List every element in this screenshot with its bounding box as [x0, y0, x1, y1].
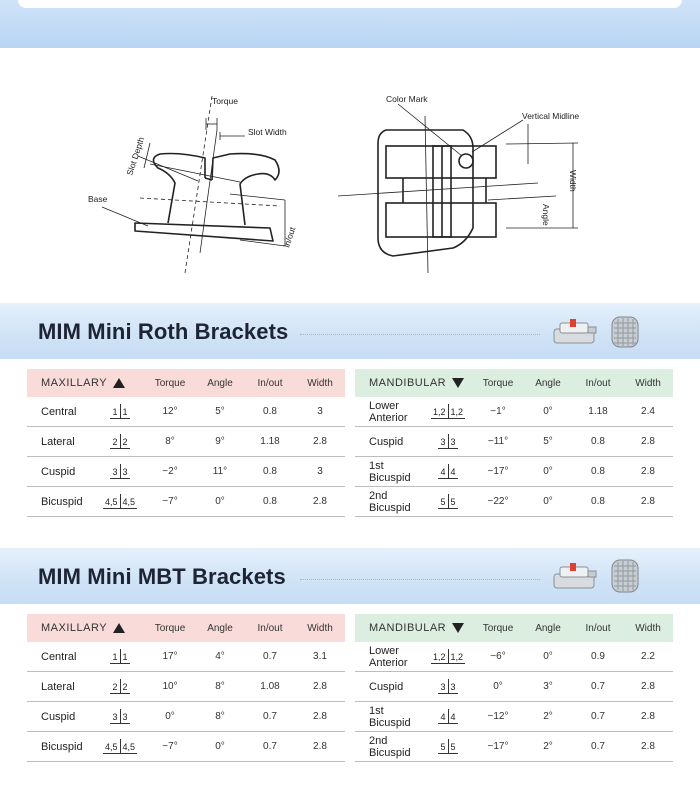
tooth-right: 1 — [122, 406, 128, 417]
width-value: 2.8 — [641, 466, 655, 477]
torque-value: 0° — [165, 711, 175, 722]
inout-value: 0.8 — [263, 406, 277, 417]
tooth-right: 3 — [122, 466, 128, 477]
tooth-notation — [95, 435, 145, 449]
table-row — [27, 732, 345, 762]
width-value: 2.8 — [641, 436, 655, 447]
tooth-name: 2nd Bicuspid — [369, 734, 411, 759]
angle-value: 0° — [543, 466, 553, 477]
roth-maxillary-table — [27, 369, 345, 517]
col-width: Width — [635, 377, 661, 389]
dotted-divider — [300, 334, 540, 335]
tooth-name: Lower Anterior — [369, 399, 408, 424]
jaw-label: MANDIBULAR — [369, 377, 447, 389]
label-slot-width: Slot Width — [248, 127, 287, 137]
table-row — [355, 672, 673, 702]
col-torque: Torque — [482, 377, 514, 389]
torque-value: −11° — [487, 436, 509, 447]
table-row — [355, 702, 673, 732]
bracket-profile-diagram — [80, 88, 320, 283]
table-header — [27, 614, 345, 642]
inout-value: 0.8 — [263, 496, 277, 507]
section-header-mbt — [0, 548, 700, 604]
tooth-name: Cuspid — [369, 435, 404, 448]
table-header — [355, 369, 673, 397]
col-torque: Torque — [154, 622, 186, 634]
col-angle: Angle — [535, 622, 561, 634]
tooth-notation — [423, 495, 473, 509]
torque-value: −17° — [487, 466, 509, 477]
angle-value: 0° — [215, 496, 225, 507]
width-value: 2.4 — [641, 406, 655, 417]
tooth-left: 1 — [112, 406, 118, 417]
tooth-notation — [423, 650, 473, 664]
tooth-left: 5 — [440, 496, 446, 507]
table-header — [355, 614, 673, 642]
width-value: 2.8 — [641, 741, 655, 752]
tooth-right: 4 — [450, 466, 456, 477]
tooth-notation — [95, 465, 145, 479]
table-row — [27, 672, 345, 702]
width-value: 2.8 — [313, 741, 327, 752]
label-torque: Torque — [212, 96, 238, 106]
tooth-right: 3 — [450, 681, 456, 692]
tooth-left: 4,5 — [104, 496, 118, 507]
tooth-right: 3 — [122, 711, 128, 722]
tooth-notation — [95, 650, 145, 664]
label-angle: Angle — [541, 204, 551, 226]
label-vertical-midline: Vertical Midline — [522, 111, 580, 121]
torque-value: −12° — [487, 711, 509, 722]
tooth-name: Cuspid — [369, 680, 404, 693]
tooth-name: Lateral — [41, 680, 75, 693]
col-angle: Angle — [207, 622, 233, 634]
inout-value: 0.8 — [591, 466, 605, 477]
label-in-out: in/out — [281, 225, 298, 249]
tooth-right: 4 — [450, 711, 456, 722]
tooth-notation — [423, 435, 473, 449]
width-value: 2.8 — [641, 711, 655, 722]
tooth-left: 5 — [440, 741, 446, 752]
width-value: 2.8 — [641, 681, 655, 692]
tooth-left: 3 — [440, 436, 446, 447]
angle-value: 2° — [543, 741, 553, 752]
section-header-roth — [0, 303, 700, 359]
angle-value: 0° — [543, 406, 553, 417]
inout-value: 0.7 — [591, 741, 605, 752]
table-row — [355, 457, 673, 487]
jaw-label: MAXILLARY — [41, 377, 108, 389]
inout-value: 0.8 — [591, 436, 605, 447]
angle-value: 9° — [215, 436, 225, 447]
width-value: 2.2 — [641, 651, 655, 662]
tooth-name: Cuspid — [41, 465, 76, 478]
col-angle: Angle — [207, 377, 233, 389]
inout-value: 0.7 — [263, 741, 277, 752]
col-inout: In/out — [257, 377, 283, 389]
table-header — [27, 369, 345, 397]
tooth-right: 1,2 — [450, 406, 464, 417]
torque-value: −1° — [490, 406, 506, 417]
torque-value: −17° — [487, 741, 509, 752]
torque-value: 17° — [162, 651, 178, 662]
top-card — [18, 0, 682, 8]
tooth-notation — [423, 710, 473, 724]
torque-value: 10° — [162, 681, 178, 692]
tooth-right: 5 — [450, 741, 456, 752]
jaw-label: MANDIBULAR — [369, 622, 447, 634]
torque-value: 12° — [162, 406, 178, 417]
angle-value: 0° — [543, 496, 553, 507]
table-row — [355, 427, 673, 457]
col-inout: In/out — [585, 377, 611, 389]
table-row — [27, 457, 345, 487]
bracket-front-diagram — [338, 88, 618, 283]
tooth-notation — [423, 740, 473, 754]
triangle-up-icon — [113, 623, 125, 633]
mbt-maxillary-table — [27, 614, 345, 762]
tooth-left: 4 — [440, 711, 446, 722]
tooth-name: Lower Anterior — [369, 644, 408, 669]
torque-value: −7° — [162, 496, 178, 507]
tooth-notation — [423, 405, 473, 419]
tooth-right: 4,5 — [122, 741, 136, 752]
angle-value: 3° — [543, 681, 553, 692]
table-row — [27, 702, 345, 732]
inout-value: 0.7 — [263, 651, 277, 662]
tooth-name: Bicuspid — [41, 740, 83, 753]
inout-value: 0.7 — [591, 681, 605, 692]
triangle-up-icon — [113, 378, 125, 388]
tooth-notation — [423, 465, 473, 479]
tooth-left: 3 — [112, 711, 118, 722]
tooth-name: Cuspid — [41, 710, 76, 723]
tooth-right: 4,5 — [122, 496, 136, 507]
table-row — [355, 732, 673, 762]
tooth-left: 4,5 — [104, 741, 118, 752]
col-torque: Torque — [154, 377, 186, 389]
section-title: MIM Mini Roth Brackets — [38, 319, 289, 344]
torque-value: −2° — [162, 466, 178, 477]
triangle-down-icon — [452, 378, 464, 388]
tooth-left: 1 — [112, 651, 118, 662]
tooth-notation — [95, 740, 145, 754]
triangle-down-icon — [452, 623, 464, 633]
top-banner — [0, 0, 700, 48]
tooth-left: 3 — [112, 466, 118, 477]
width-value: 2.8 — [641, 496, 655, 507]
col-angle: Angle — [535, 377, 561, 389]
tooth-left: 4 — [440, 466, 446, 477]
roth-mandibular-table — [355, 369, 673, 517]
angle-value: 0° — [543, 651, 553, 662]
width-value: 3 — [317, 406, 323, 417]
tooth-right: 3 — [450, 436, 456, 447]
label-slot-depth: Slot Depth — [124, 135, 147, 177]
label-width: Width — [568, 170, 578, 192]
tooth-notation — [95, 495, 145, 509]
angle-value: 8° — [215, 681, 225, 692]
angle-value: 5° — [543, 436, 553, 447]
table-row — [27, 642, 345, 672]
col-width: Width — [307, 622, 333, 634]
tooth-left: 2 — [112, 681, 118, 692]
label-color-mark: Color Mark — [386, 94, 428, 104]
table-row — [27, 427, 345, 457]
tooth-left: 2 — [112, 436, 118, 447]
tooth-notation — [423, 680, 473, 694]
torque-value: −6° — [490, 651, 506, 662]
tooth-right: 2 — [122, 436, 128, 447]
inout-value: 1.08 — [260, 681, 280, 692]
col-inout: In/out — [257, 622, 283, 634]
inout-value: 1.18 — [260, 436, 280, 447]
inout-value: 1.18 — [588, 406, 608, 417]
angle-value: 0° — [215, 741, 225, 752]
label-base: Base — [88, 194, 108, 204]
tooth-left: 1,2 — [432, 651, 446, 662]
torque-value: 8° — [165, 436, 175, 447]
table-row — [355, 642, 673, 672]
tooth-left: 1,2 — [432, 406, 446, 417]
jaw-label: MAXILLARY — [41, 622, 108, 634]
width-value: 2.8 — [313, 496, 327, 507]
inout-value: 0.7 — [591, 711, 605, 722]
width-value: 2.8 — [313, 436, 327, 447]
tooth-right: 5 — [450, 496, 456, 507]
dotted-divider — [300, 579, 540, 580]
bracket-product-image — [552, 552, 652, 605]
angle-value: 8° — [215, 711, 225, 722]
tooth-notation — [95, 710, 145, 724]
table-row — [355, 487, 673, 517]
tooth-name: 1st Bicuspid — [369, 459, 411, 484]
width-value: 2.8 — [313, 711, 327, 722]
inout-value: 0.8 — [591, 496, 605, 507]
width-value: 2.8 — [313, 681, 327, 692]
tooth-name: Lateral — [41, 435, 75, 448]
table-row — [27, 487, 345, 517]
torque-value: −22° — [487, 496, 509, 507]
width-value: 3.1 — [313, 651, 327, 662]
bracket-product-image — [552, 309, 652, 360]
tooth-right: 1,2 — [450, 651, 464, 662]
tooth-notation — [95, 405, 145, 419]
col-torque: Torque — [482, 622, 514, 634]
section-title: MIM Mini MBT Brackets — [38, 564, 286, 589]
col-width: Width — [635, 622, 661, 634]
angle-value: 11° — [212, 466, 228, 477]
table-row — [27, 397, 345, 427]
tooth-name: 1st Bicuspid — [369, 704, 411, 729]
mbt-mandibular-table — [355, 614, 673, 762]
tooth-name: 2nd Bicuspid — [369, 489, 411, 514]
tooth-left: 3 — [440, 681, 446, 692]
tooth-name: Central — [41, 650, 77, 663]
torque-value: −7° — [162, 741, 178, 752]
col-width: Width — [307, 377, 333, 389]
tooth-name: Bicuspid — [41, 495, 83, 508]
col-inout: In/out — [585, 622, 611, 634]
angle-value: 5° — [215, 406, 225, 417]
tooth-right: 1 — [122, 651, 128, 662]
torque-value: 0° — [493, 681, 503, 692]
angle-value: 2° — [543, 711, 553, 722]
tooth-name: Central — [41, 405, 77, 418]
tooth-right: 2 — [122, 681, 128, 692]
table-row — [355, 397, 673, 427]
width-value: 3 — [317, 466, 323, 477]
inout-value: 0.9 — [591, 651, 605, 662]
inout-value: 0.7 — [263, 711, 277, 722]
angle-value: 4° — [215, 651, 225, 662]
tooth-notation — [95, 680, 145, 694]
inout-value: 0.8 — [263, 466, 277, 477]
